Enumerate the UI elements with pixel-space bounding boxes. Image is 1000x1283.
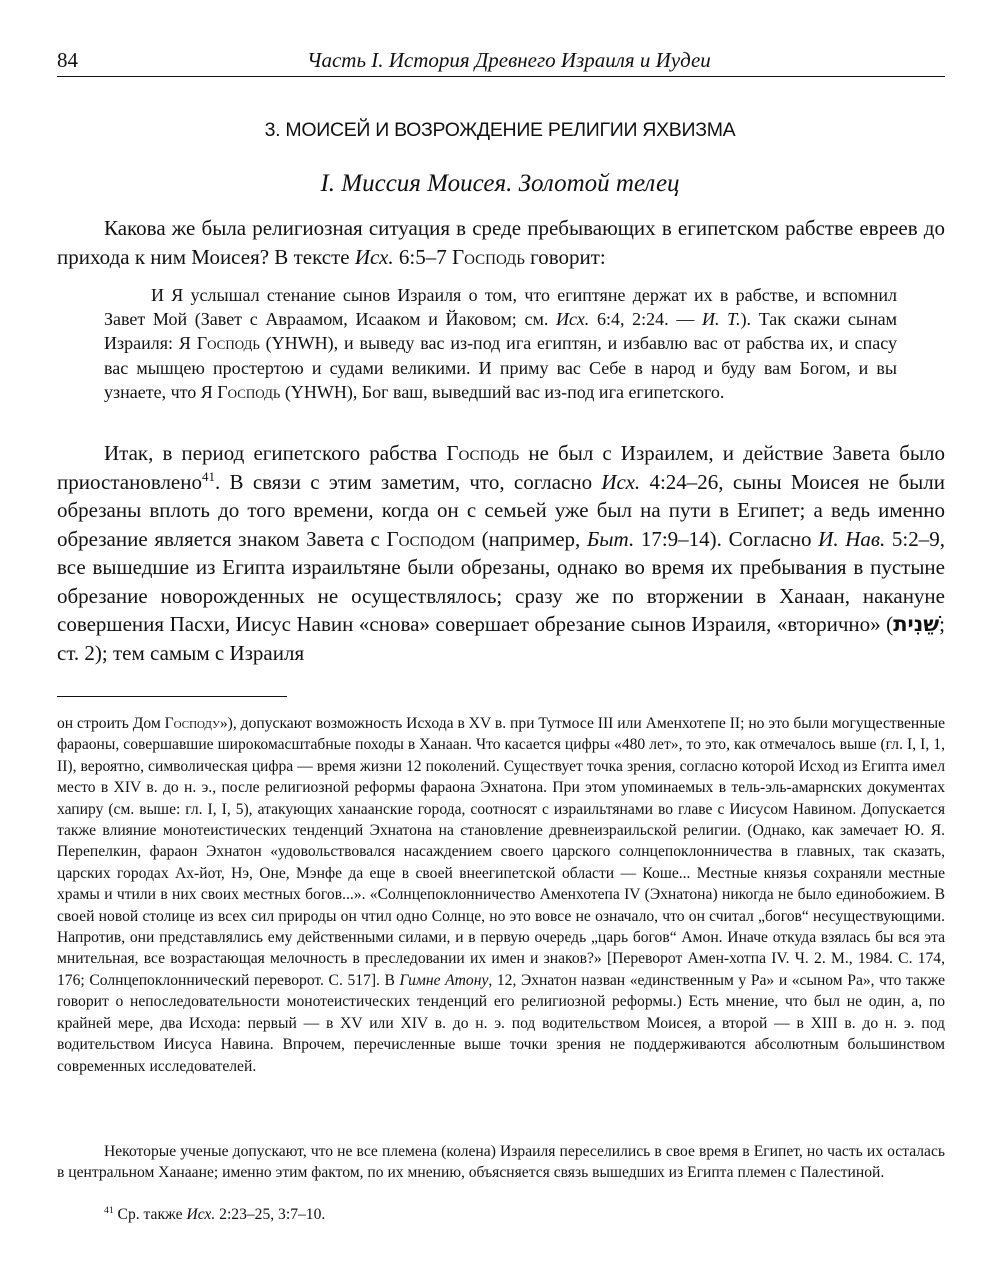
footnote-paragraph: Некоторые ученые допускают, что не все племена (колена) Израиля переселились в свое время в Египет, но часть их осталась в центральном Ханаане; именно этим фактом, по их мнению, объясняется связь вышедших из Египта племен с Палестиной. <box>57 1143 945 1182</box>
work-title: Гимне Атону <box>399 971 489 989</box>
footnote-marker: 41 <box>202 468 216 484</box>
chapter-title: 3. МОИСЕЙ И ВОЗРОЖДЕНИЕ РЕЛИГИИ ЯХВИЗМА <box>264 119 736 141</box>
divine-name: Господь <box>451 244 525 269</box>
scripture-ref: Быт. <box>586 526 635 551</box>
scripture-ref: Исх. <box>354 244 394 269</box>
divine-name: Господь <box>196 333 260 354</box>
footnote-separator <box>57 696 287 697</box>
running-title: Часть I. История Древнего Израиля и Иудеи <box>307 48 711 72</box>
header-rule <box>57 76 945 77</box>
scripture-ref: Исх. <box>186 1206 216 1223</box>
author-initials: И. Т. <box>702 309 741 330</box>
divine-name: Господом <box>386 526 475 551</box>
footnote-41: $^{41}$ Ср. также Исх. 2:23–25, 3:7–10. <box>104 1204 326 1223</box>
footnote-number: 41 <box>104 1204 114 1216</box>
divine-name: Господь <box>446 441 520 465</box>
body-paragraph-1: Какова же была религиозная ситуация в среде пребывающих в египетском рабстве евреев до прихода к ним Моисея? В тексте Исх. 6:5–7 Господь говорит: <box>57 216 945 269</box>
divine-name: Господь <box>217 381 281 402</box>
scripture-ref: И. Нав. <box>818 526 886 551</box>
page-number: 84 <box>57 48 78 72</box>
scripture-ref: Исх. <box>556 309 590 330</box>
scripture-ref: Исх. <box>601 469 641 494</box>
block-quote: И Я услышал стенание сынов Израиля о том, что египтяне держат их в рабстве, и вспомнил Завет Мой (Завет с Авраамом, Исааком и Йаковом; см. Исх. 6:4, 2:24. — И. Т.). Так скажи сынам Израиля: Я Господь (YHWH), и выведу вас из-под ига египтян, и избавлю вас от рабства их, и спасу вас мышцею простертою и судами великими. И приму вас Себе в народ и буду вам Богом, и вы узнаете, что Я Господь (YHWH), Бог ваш, выведший вас из-под ига египетского. <box>104 285 898 402</box>
divine-name: Господу <box>164 715 220 732</box>
body-paragraph-2: Итак, в период египетского рабства Господь не был с Израилем, и действие Завета было приостановлено$^{41}$. В связи с этим заметим, что, согласно Исх. 4:24–26, сыны Моисея не были обрезаны вплоть до того времени, когда он с семьей уже был на пути в Египет; а ведь именно обрезание является знаком Завета с Господом (например, Быт. 17:9–14). Согласно И. Нав. 5:2–9, все вышедшие из Египта израильтяне были обрезаны, однако во время их пребывания в пустыне обрезание новорожденных не осуществлялось; сразу же по вторжении в Ханаан, накануне совершения Пасхи, Иисус Навин «снова» совершает обрезание сынов Израиля, «вторично» (שֵׁנִית; ст. 2); тем самым с Израиля <box>57 441 945 665</box>
hebrew-word: שֵׁנִית <box>893 612 940 636</box>
section-title: I. Миссия Моисея. Золотой телец <box>320 170 680 197</box>
footnote-continuation: он строить Дом Господу»), допускают возможность Исхода в XV в. при Тутмосе III или Аменхотепе II; но это были могущественные фараоны, совершавшие широкомасштабные походы в Ханаан. Что касается цифры «480 лет», то это, как отмечалось выше (гл. I, I, 1, II), вероятно, символическая цифра — время жизни 12 поколений. Существует точка зрения, согласно которой Исход из Египта имел место в XIV в. до н. э., после религиозной реформы фараона Эхнатона. При этом упоминаемых в тель-эль-амарнских документах хапиру (см. выше: гл. I, I, 5), атакующих ханаанские города, соотносят с израильтянами во главе с Иисусом Навином. Допускается также влияние монотеистических тенденций Эхнатона на становление древнеизраильской религии. (Однако, как замечает Ю. Я. Перепелкин, фараон Эхнатон «удовольствовался насаждением своего царского солнцепоклонничества в главных, так сказать, царских городах Ах-йот, Нэ, Оне, Мэнфе да еще в своей внеегипетской области — Коше... Местные князья сохраняли местные храмы и чтили в них своих местных богов...». «Солнцепоклонничество Аменхотепа IV (Эхнатона) никогда не было единобожием. В своей новой столице из всех сил природы он чтил одно Солнце, но это вовсе не означало, что он считал „богов“ несуществующими. Напротив, они представлялись ему действенными силами, и в первую очередь „царь богов“ Амон. Иначе откуда взялась бы вся эта мнительная, все возрастающая мелочность в преследовании их имен и знаков?» [Переворот Амен-хотпа IV. Ч. 2. М., 1984. С. 174, 176; Солнцепоклоннический переворот. С. 517]. В Гимне Атону, 12, Эхнатон назван «единственным у Ра» и «сыном Ра», что также говорит о непоследовательности монотеистических тенденций его религиозной реформы.) Есть мнение, что был не один, а, по крайней мере, два Исхода: первый — в XV или XIV в. до н. э. под водительством Моисея, а второй — в XIII в. до н. э. под водительством Иисуса Навина. Впрочем, перечисленные выше точки зрения не поддерживаются абсолютным большинством современных исследователей. <box>57 715 946 1075</box>
page-header <box>57 48 945 78</box>
